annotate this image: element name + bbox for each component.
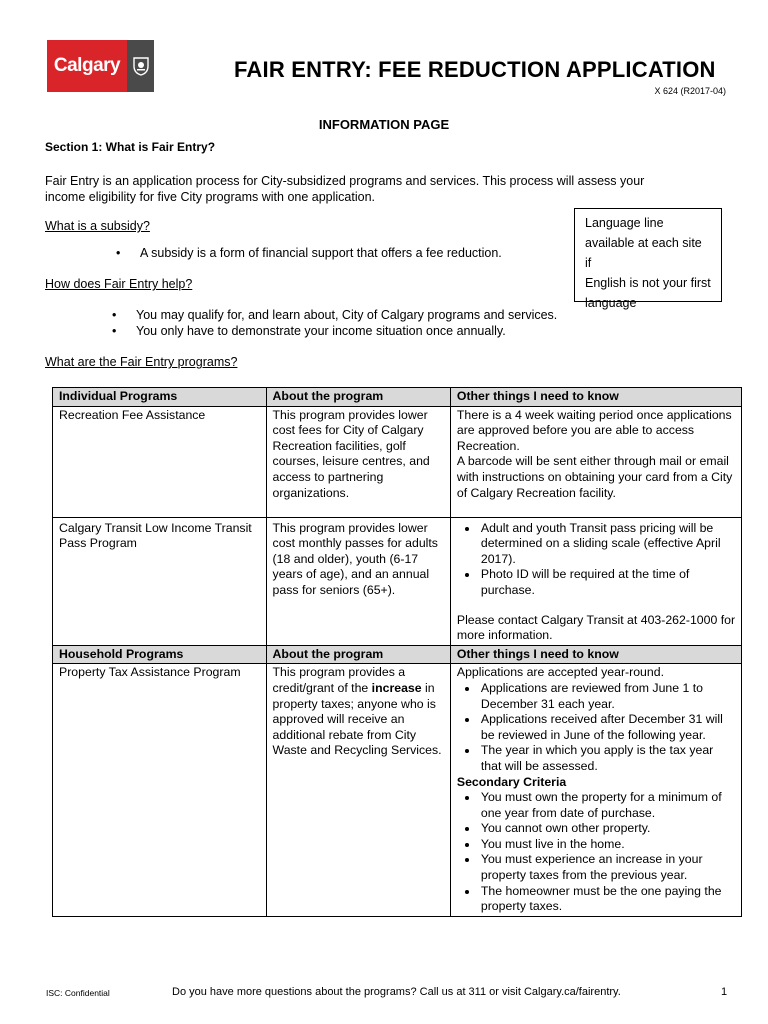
logo-wordmark: Calgary (47, 40, 127, 92)
list-item: • Applications are reviewed from June 1 to December 31 each year. (479, 681, 736, 712)
section-1-heading: Section 1: What is Fair Entry? (45, 140, 216, 154)
table-header-row (53, 388, 742, 407)
program-notes: There is a 4 week waiting period once applications are approved before you are able to access Recreation. A barcode will be sent either through mail or email with instructions on obtaining your card from a City of Calgary Recreation facility. (450, 406, 741, 517)
calgary-logo (47, 40, 154, 92)
list-item: • The year in which you apply is the tax year that will be assessed. (479, 743, 736, 774)
information-page-heading: INFORMATION PAGE (318, 117, 450, 132)
intro-paragraph: Fair Entry is an application process for City-subsidized programs and services. This process will assess your income eligibility for five City programs with one application. (45, 174, 645, 204)
help-bullet-1: • You may qualify for, and learn about, City of Calgary programs and services. (112, 308, 558, 322)
column-header: Household Programs (53, 645, 267, 664)
coat-of-arms-icon (127, 40, 154, 92)
table-row (53, 406, 742, 517)
column-header: About the program (266, 645, 450, 664)
column-header: Individual Programs (53, 388, 267, 407)
table-header-row (53, 645, 742, 664)
classification-label: ISC: Confidential (46, 988, 110, 998)
programs-heading: What are the Fair Entry programs? (45, 355, 238, 369)
page-number: 1 (721, 986, 728, 998)
column-header: Other things I need to know (450, 645, 741, 664)
program-notes: • Adult and youth Transit pass pricing will be determined on a sliding scale (effective April 2017). • Photo ID will be required at the time of purchase. Please contact Calgary Transit at 403-262-1000 for more information. (450, 517, 741, 645)
list-item: • You cannot own other property. (479, 821, 736, 837)
program-name: Calgary Transit Low Income Transit Pass Program (53, 517, 267, 645)
help-heading: How does Fair Entry help? (45, 277, 193, 291)
list-item: • The homeowner must be the one paying the property taxes. (479, 884, 736, 915)
footer-contact: Do you have more questions about the programs? Call us at 311 or visit Calgary.ca/fairentry. (172, 986, 621, 998)
subsidy-heading: What is a subsidy? (45, 219, 150, 233)
program-name: Property Tax Assistance Program (53, 664, 267, 917)
table-row (53, 517, 742, 645)
program-about: This program provides lower cost fees for City of Calgary Recreation facilities, golf courses, leisure centres, and access to partnering organizations. (266, 406, 450, 517)
subsidy-bullet: • A subsidy is a form of financial support that offers a fee reduction. (116, 246, 502, 260)
help-bullet-2: • You only have to demonstrate your income situation once annually. (112, 324, 506, 338)
list-item: • You must own the property for a minimum of one year from date of purchase. (479, 790, 736, 821)
program-name: Recreation Fee Assistance (53, 406, 267, 517)
language-line-box: Language line available at each site if English is not your first language (574, 208, 722, 302)
list-item: • Applications received after December 31 will be reviewed in June of the following year. (479, 712, 736, 743)
list-item: • You must live in the home. (479, 837, 736, 853)
program-about: This program provides lower cost monthly passes for adults (18 and older), youth (6-17 years of age), and an annual pass for seniors (65+). (266, 517, 450, 645)
secondary-criteria-heading: Secondary Criteria (456, 774, 567, 789)
table-row (53, 664, 742, 917)
column-header: Other things I need to know (450, 388, 741, 407)
list-item: • Photo ID will be required at the time of purchase. (479, 567, 736, 598)
column-header: About the program (266, 388, 450, 407)
list-item: • You must experience an increase in your property taxes from the previous year. (479, 852, 736, 883)
page-title: FAIR ENTRY: FEE REDUCTION APPLICATION (234, 57, 716, 82)
list-item: • Adult and youth Transit pass pricing will be determined on a sliding scale (effective April 2017). (479, 521, 736, 568)
program-notes: Applications are accepted year-round. • Applications are reviewed from June 1 to December 31 each year. • Applications received after December 31 will be reviewed in June of the following year. • The year in which you apply is the tax year that will be assessed. Secondary Criteria • You must own the property for a minimum of one year from date of purchase. • You cannot own other property. • You must live in the home. • You must experience an increase in your property taxes from the previous year. • The homeowner must be the one paying the property taxes. (450, 664, 741, 917)
programs-table (52, 387, 742, 917)
program-about: This program provides a credit/grant of the increase in property taxes; anyone who is approved will receive an additional rebate from City Waste and Recycling Services. (266, 664, 450, 917)
form-number: X 624 (R2017-04) (654, 86, 726, 96)
